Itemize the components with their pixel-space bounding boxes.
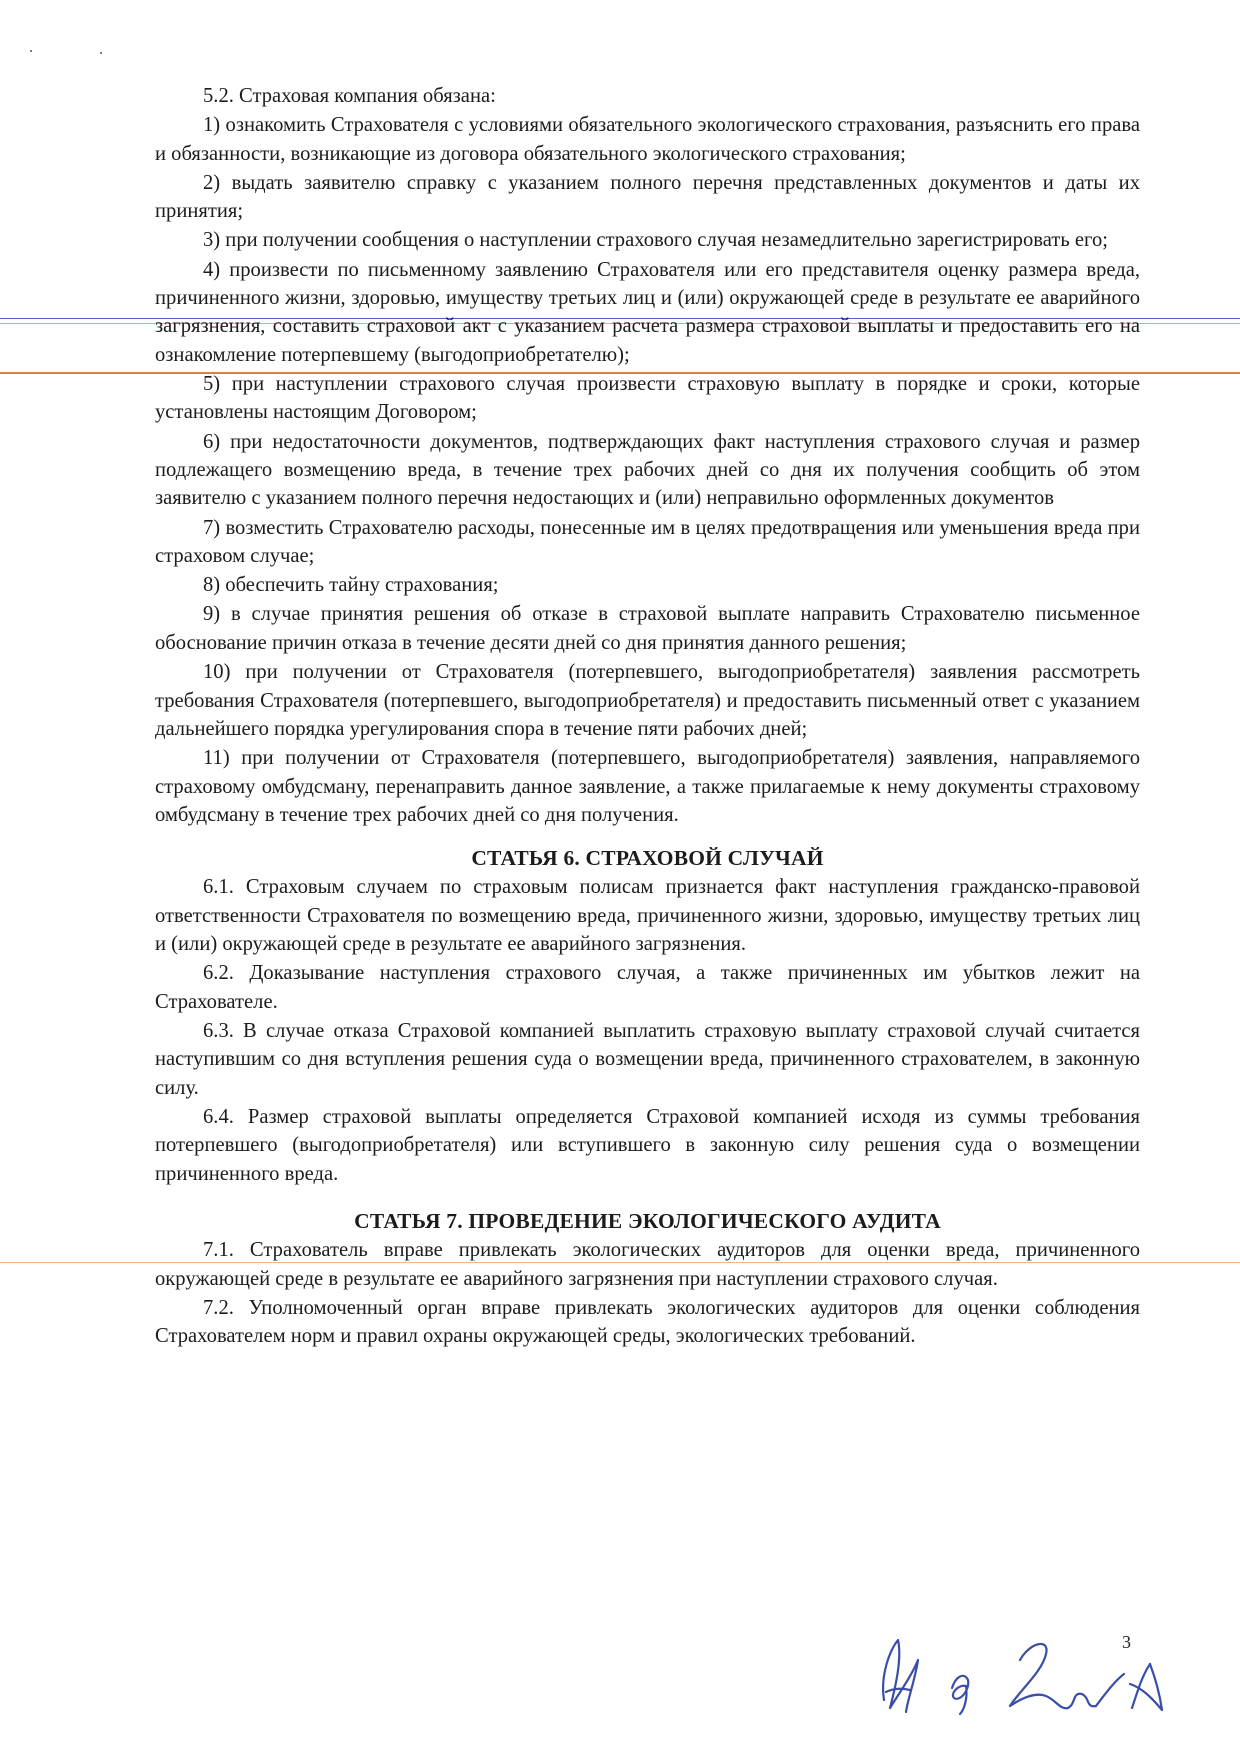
paragraph-5-2-item-10: 10) при получении от Страхователя (потерпевшего, выгодоприобретателя) заявления рассмотреть требования Страхователя (потерпевшего, выгодоприобретателя) и предоставить письменный ответ с указанием дальнейшего порядка урегулирования спора в течение пяти рабочих дней; bbox=[155, 661, 1140, 740]
article-6 bbox=[155, 843, 1140, 1188]
paragraph-7-2: 7.2. Уполномоченный орган вправе привлекать экологических аудиторов для оценки соблюдения Страхователем норм и правил охраны окружающей среды, экологических требований. bbox=[155, 1296, 1140, 1348]
scan-speck bbox=[30, 50, 32, 52]
signature-3-icon bbox=[1010, 1644, 1096, 1708]
paragraph-6-3: 6.3. В случае отказа Страховой компанией выплатить страховую выплату страховой случай считается наступившим со дня вступления решения суда о возмещении вреда, причиненного страхователем, в законную силу. bbox=[155, 1019, 1140, 1099]
article-7-title: СТАТЬЯ 7. ПРОВЕДЕНИЕ ЭКОЛОГИЧЕСКОГО АУДИТА bbox=[354, 1209, 941, 1234]
signatures-icon bbox=[860, 1580, 1220, 1740]
paragraph-5-2-item-5: 5) при наступлении страхового случая произвести страховую выплату в порядке и сроки, которые установлены настоящим Договором; bbox=[155, 373, 1140, 424]
paragraph-6-1: 6.1. Страховым случаем по страховым полисам признается факт наступления гражданско-правовой ответственности Страхователя по возмещению вреда, причиненного жизни, здоровью, имуществу третьих лиц и (или) окружающей среде в результате ее аварийного загрязнения. bbox=[155, 876, 1140, 956]
scan-speck bbox=[100, 52, 102, 54]
paragraph-5-2-intro: 5.2. Страховая компания обязана: bbox=[203, 85, 496, 107]
paragraph-5-2-item-8: 8) обеспечить тайну страхования; bbox=[203, 574, 499, 597]
paragraph-5-2-item-7: 7) возместить Страхователю расходы, понесенные им в целях предотвращения или уменьшения вреда при страховом случае; bbox=[155, 516, 1140, 568]
article-6-title: СТАТЬЯ 6. СТРАХОВОЙ СЛУЧАЙ bbox=[471, 846, 824, 871]
paragraph-6-4: 6.4. Размер страховой выплаты определяется Страховой компанией исходя из суммы требования потерпевшего (выгодоприобретателя) или вступившего в законную силу решения суда о возмещении причиненного вреда. bbox=[155, 1105, 1140, 1185]
section-5-2 bbox=[155, 82, 1140, 829]
paragraph-5-2-item-6: 6) при недостаточности документов, подтверждающих факт наступления страхового случая и размер подлежащего возмещению вреда, в течение трех рабочих дней со дня их получения сообщить об этом заявителю с указанием полного перечня недостающих и (или) неправильно оформленных документов bbox=[155, 430, 1140, 510]
page-number: 3 bbox=[1122, 1632, 1131, 1652]
signature-2-icon bbox=[952, 1676, 968, 1714]
paragraph-5-2-item-3: 3) при получении сообщения о наступлении страхового случая незамедлительно зарегистрировать его; bbox=[203, 229, 1108, 252]
paragraph-5-2-item-9: 9) в случае принятия решения об отказе в страховой выплате направить Страхователю письменное обоснование причин отказа в течение десяти дней со дня принятия данного решения; bbox=[155, 603, 1140, 654]
paragraph-5-2-item-11: 11) при получении от Страхователя (потерпевшего, выгодоприобретателя) заявления, направляемого страховому омбудсману, перенаправить данное заявление, а также прилагаемые к нему документы страховому омбудсману в течение трех рабочих дней со дня получения. bbox=[155, 747, 1140, 826]
paragraph-5-2-item-1: 1) ознакомить Страхователя с условиями обязательного экологического страхования, разъяснить его права и обязанности, возникающие из договора обязательного экологического страхования; bbox=[155, 114, 1140, 165]
paragraph-7-1: 7.1. Страхователь вправе привлекать экологических аудиторов для оценки вреда, причиненного окружающей среде в результате ее аварийного загрязнения при наступлении страхового случая. bbox=[155, 1239, 1140, 1290]
article-7 bbox=[155, 1206, 1140, 1350]
paragraph-5-2-item-2: 2) выдать заявителю справку с указанием полного перечня представленных документов и даты их принятия; bbox=[155, 171, 1140, 223]
signature-1-icon bbox=[883, 1640, 918, 1712]
paragraph-6-2: 6.2. Доказывание наступления страхового случая, а также причиненных им убытков лежит на Страхователе. bbox=[155, 962, 1140, 1013]
paragraph-5-2-item-4: 4) произвести по письменному заявлению Страхователя или его представителя оценку размера вреда, причиненного жизни, здоровью, имуществу третьих лиц и (или) окружающей среде в результате ее аварийного загрязнения, составить страховой акт с указанием расчета размера страховой выплаты и предоставить его на ознакомление потерпевшему (выгодоприобретателю); bbox=[155, 258, 1140, 366]
document-page bbox=[155, 82, 1140, 1351]
